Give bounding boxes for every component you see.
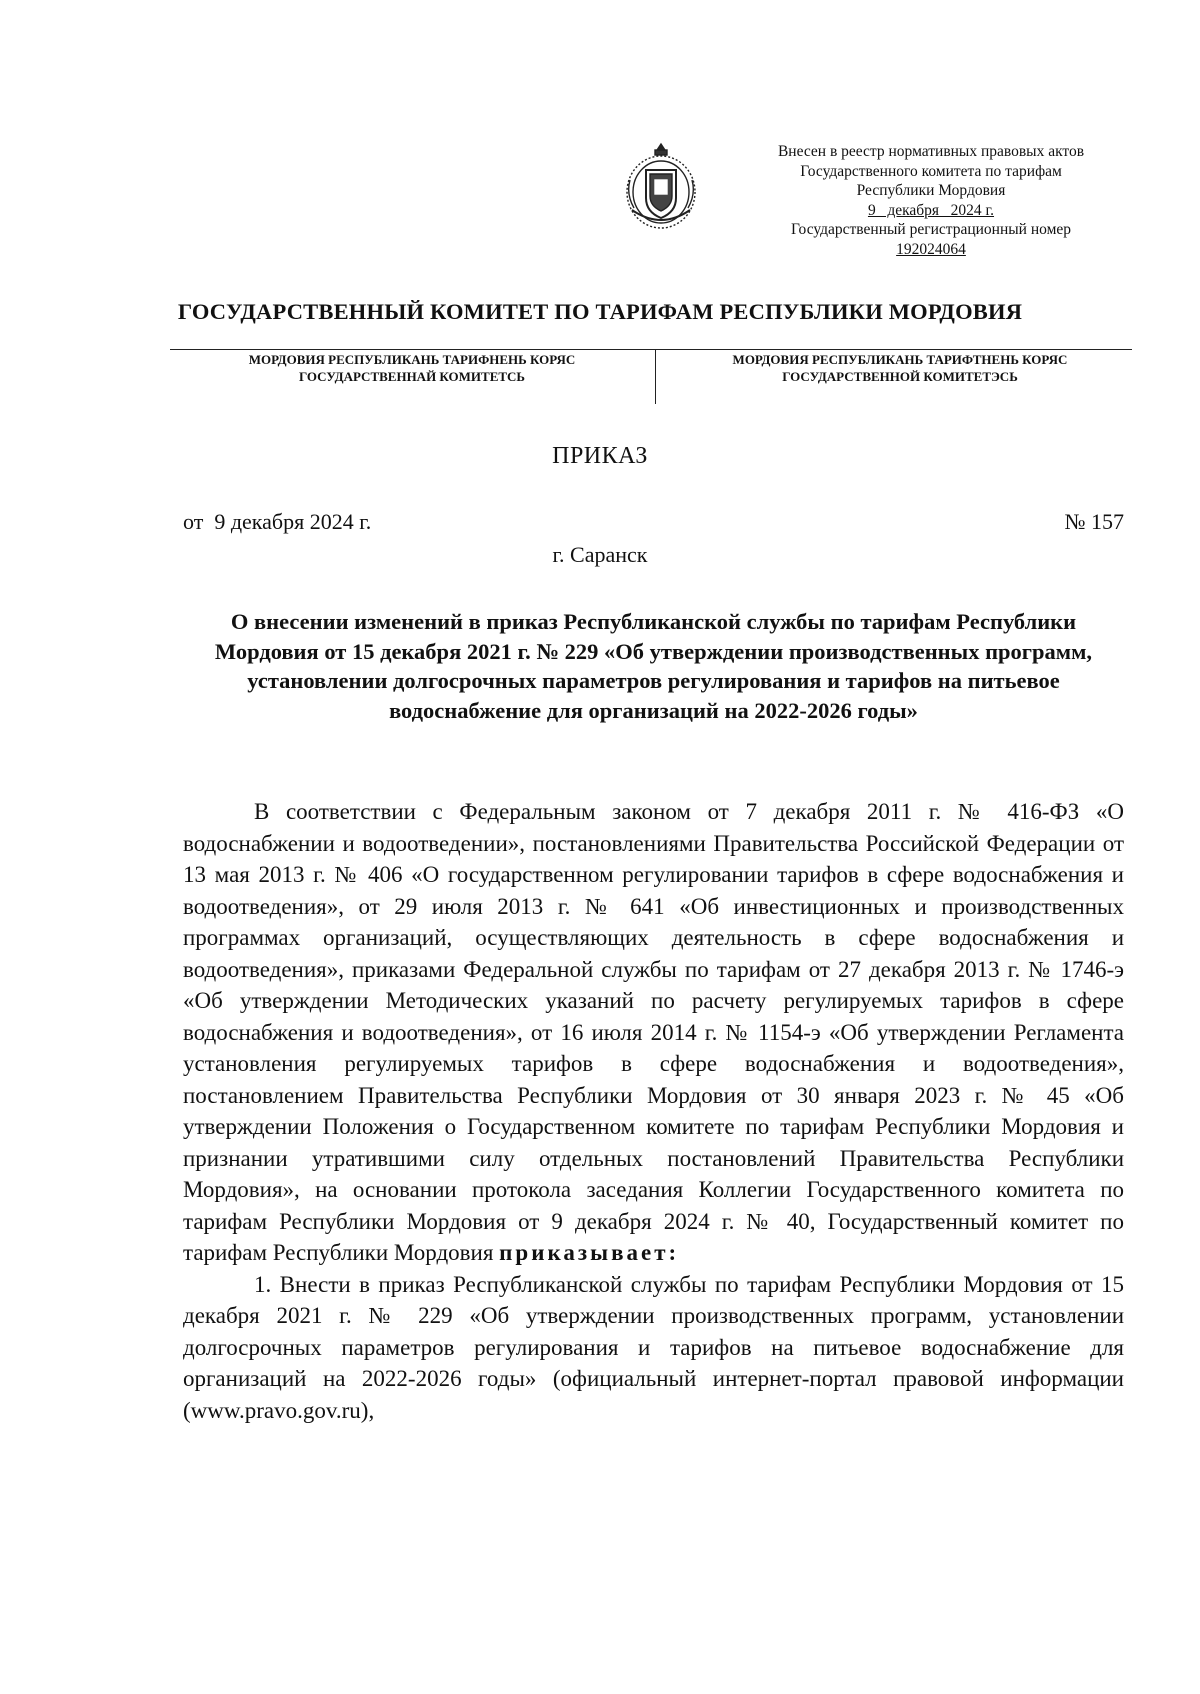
erzya-name xyxy=(660,351,1140,385)
document-city: г. Саранск xyxy=(552,542,648,567)
document-type: ПРИКАЗ xyxy=(552,443,648,469)
registry-note xyxy=(752,142,1110,259)
document-date: от 9 декабря 2024 г. xyxy=(183,509,372,534)
registry-number: 192024064 xyxy=(896,240,966,258)
document-body xyxy=(183,796,1124,1426)
header-column-divider xyxy=(655,349,656,404)
organization-name: ГОСУДАРСТВЕННЫЙ КОМИТЕТ ПО ТАРИФАМ РЕСПУБЛИКИ МОРДОВИЯ xyxy=(177,299,1023,324)
moksha-line-2: ГОСУДАРСТВЕННАЙ КОМИТЕТСЬ xyxy=(298,369,526,384)
registry-line-1: Внесен в реестр нормативных правовых актов xyxy=(777,143,1085,160)
moksha-line-1: МОРДОВИЯ РЕСПУБЛИКАНЬ ТАРИФНЕНЬ КОРЯС xyxy=(248,352,576,367)
paragraph-1-text: В соответствии с Федеральным законом от 7 декабря 2011 г. № 416-ФЗ «О водоснабжении и водоотведении», постановлениями Правительства Российской Федерации от 13 мая 2013 г. № 406 «О государственном регулировании тарифов в сфере водоснабжения и водоотведения», от 29 июля 2013 г. № 641 «Об инвестиционных и производственных программах организаций, осуществляющих деятельность в сфере водоснабжения и водоотведения», приказами Федеральной службы по тарифам от 27 декабря 2013 г. № 1746-э «Об утверждении Методических указаний по расчету регулируемых тарифов в сфере водоснабжения и водоотведения», от 16 июля 2014 г. № 1154-э «Об утверждении Регламента установления регулируемых тарифов в сфере водоснабжения и водоотведения», постановлением Правительства Республики Мордовия от 30 января 2023 г. № 45 «Об утверждении Положения о Государственном комитете по тарифам Республики Мордовия и признании утратившими силу отдельных постановлений Правительства Республики Мордовия», на основании протокола заседания Коллегии Государственного комитета по тарифам Республики Мордовия от 9 декабря 2024 г. № 40, Государственный комитет по тарифам Республики Мордовия xyxy=(183,799,1124,1265)
header-divider xyxy=(170,349,1132,350)
body-paragraph-1 xyxy=(183,796,1124,1269)
erzya-line-2: ГОСУДАРСТВЕННОЙ КОМИТЕТЭСЬ xyxy=(782,369,1018,384)
registry-line-2: Государственного комитета по тарифам xyxy=(800,162,1062,180)
moksha-name xyxy=(172,351,652,385)
erzya-line-1: МОРДОВИЯ РЕСПУБЛИКАНЬ ТАРИФТНЕНЬ КОРЯС xyxy=(732,352,1068,367)
order-action: приказывает: xyxy=(499,1240,680,1265)
document-number: № 157 xyxy=(1064,509,1124,534)
registry-date: 9 декабря 2024 г. xyxy=(867,201,995,219)
registry-line-5: Государственный регистрационный номер xyxy=(790,221,1072,238)
coat-of-arms-emblem xyxy=(622,140,700,232)
registry-line-3: Республики Мордовия xyxy=(856,182,1006,199)
body-paragraph-2: 1. Внести в приказ Республиканской службы по тарифам Республики Мордовия от 15 декабря 2021 г. № 229 «Об утверждении производственных программ, установлении долгосрочных параметров регулирования и тарифов на питьевое водоснабжение для организаций на 2022-2026 годы» (официальный интернет-портал правовой информации (www.pravo.gov.ru), xyxy=(183,1271,1124,1423)
document-title: О внесении изменений в приказ Республиканской службы по тарифам Республики Мордовия от 15 декабря 2021 г. № 229 «Об утверждении производственных программ, установлении долгосрочных параметров регулирования и тарифов на питьевое водоснабжение для организаций на 2022-2026 годы» xyxy=(214,609,1093,723)
